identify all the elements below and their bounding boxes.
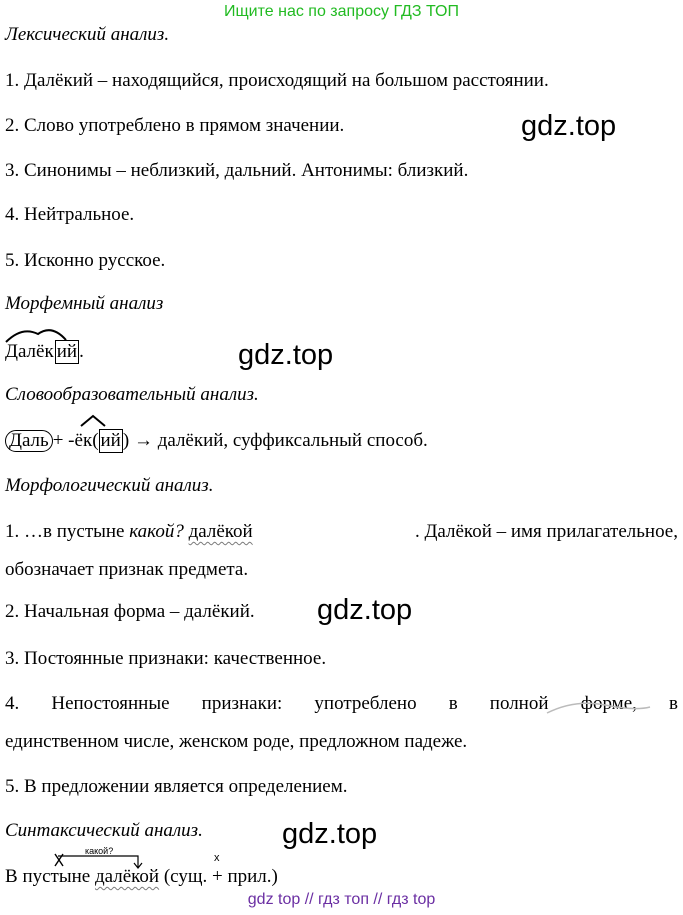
item4-word: в xyxy=(668,693,678,714)
item4-word: полной xyxy=(489,693,549,714)
syntactic-sentence xyxy=(5,866,278,888)
scribble-mark-icon xyxy=(545,697,655,717)
question-text: какой? xyxy=(129,521,184,542)
item4-word: признаки: xyxy=(201,693,283,714)
morphological-item-2: 2. Начальная форма – далёкий. xyxy=(5,601,255,622)
ending-box: ий xyxy=(100,430,121,451)
bottom-banner[interactable]: gdz top // гдз топ // гдз top xyxy=(247,891,436,908)
morphemic-word xyxy=(5,340,84,364)
item4-word: форме, xyxy=(580,693,637,714)
suffix-caret-icon xyxy=(78,414,108,428)
item1-rest: . Далёкой – имя прилагательное, xyxy=(414,521,678,542)
item4-word: Непостоянные xyxy=(51,693,170,714)
lexical-item-1: 1. Далёкий – находящийся, происходящий на большом расстоянии. xyxy=(5,70,549,91)
item4-word: в xyxy=(448,693,458,714)
morphological-item-1-line1 xyxy=(5,521,678,543)
question-annotation: какой? xyxy=(85,846,114,856)
lexical-heading: Лексический анализ. xyxy=(5,24,170,45)
top-banner[interactable]: Ищите нас по запросу ГДЗ ТОП xyxy=(224,3,459,20)
lexical-item-3: 3. Синонимы – неблизкий, дальний. Антонимы: близкий. xyxy=(5,160,469,181)
morphological-item-5: 5. В предложении является определением. xyxy=(5,776,348,797)
sentence-part: В xyxy=(5,866,23,887)
suffix: ёк xyxy=(74,430,93,451)
morpheme-root: Далёк xyxy=(5,341,54,362)
watermark: gdz.top xyxy=(521,110,617,142)
sentence-part: (сущ. + прил.) xyxy=(159,866,278,887)
morphemic-end: . xyxy=(79,341,84,362)
watermark: gdz.top xyxy=(282,818,378,850)
lexical-item-4: 4. Нейтральное. xyxy=(5,204,135,225)
derivation-result: → далёкий, суффиксальный способ. xyxy=(129,430,428,451)
morpheme-ending: ий xyxy=(56,341,78,362)
morphological-item-1-line2: обозначает признак предмета. xyxy=(5,559,249,580)
sentence-adjective: далёкой xyxy=(94,866,160,887)
syntactic-heading: Синтаксический анализ. xyxy=(5,820,203,841)
morphological-item-3: 3. Постоянные признаки: качественное. xyxy=(5,648,327,669)
base-word: Даль xyxy=(5,430,53,452)
word-formation-line: Даль + -ёк( ий ) → далёкий, суффиксальный способ. xyxy=(5,429,428,453)
word-formation-heading: Словообразовательный анализ. xyxy=(5,384,259,405)
watermark: gdz.top xyxy=(238,339,334,371)
watermark: gdz.top xyxy=(317,594,413,626)
item1-phrase: 1. …в пустыне какой? далёкой xyxy=(5,521,253,542)
item4-word: употреблено xyxy=(314,693,417,714)
plus-sign: + - xyxy=(52,430,75,451)
lexical-item-5: 5. Исконно русское. xyxy=(5,250,166,271)
morphemic-heading: Морфемный анализ xyxy=(5,293,164,314)
underlined-word: далёкой xyxy=(188,521,253,542)
item4-word: 4. xyxy=(5,693,20,714)
morphological-heading: Морфологический анализ. xyxy=(5,475,214,496)
lexical-item-2: 2. Слово употреблено в прямом значении. xyxy=(5,115,345,136)
x-mark: x xyxy=(214,852,220,864)
morphological-item-4-line2: единственном числе, женском роде, предложном падеже. xyxy=(5,731,468,752)
sentence-noun: пустыне xyxy=(22,866,91,887)
